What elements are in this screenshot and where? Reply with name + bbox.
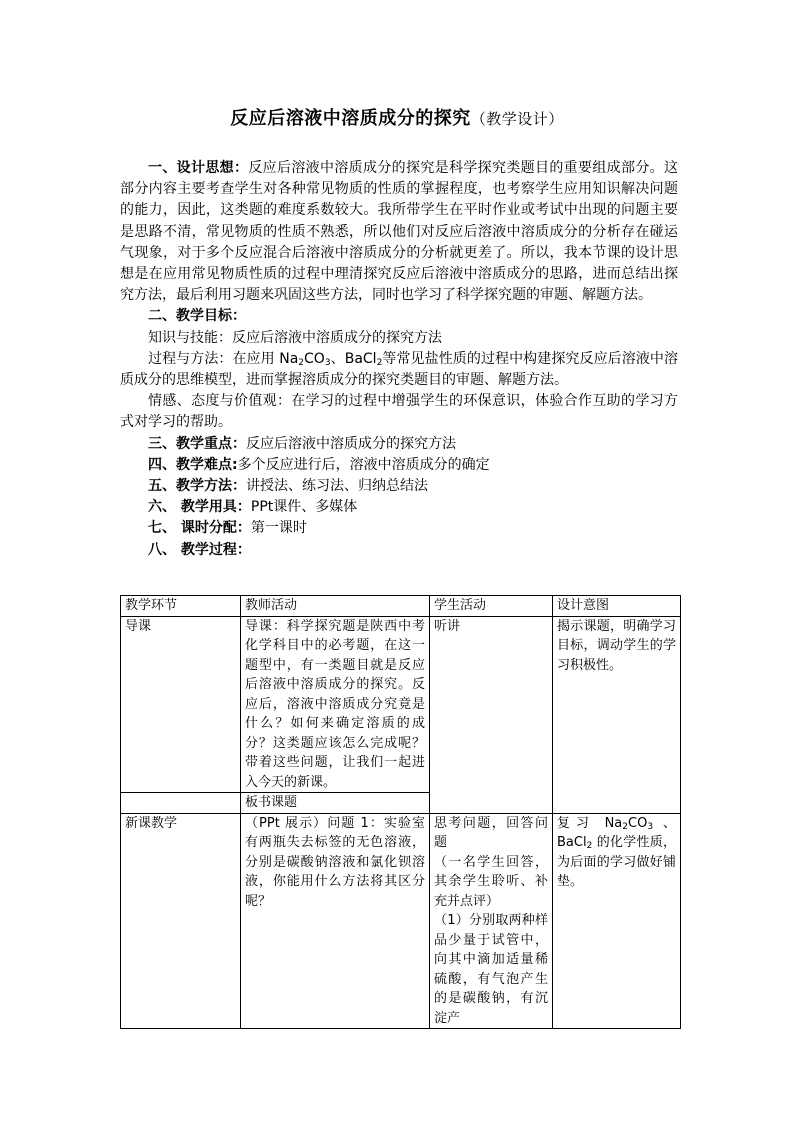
table-header-row [121,596,681,617]
teaching-difficulty: 四、教学难点:多个反应进行后，溶液中溶质成分的确定 [148,456,490,473]
title-main: 反应后溶液中溶质成分的探究 [230,108,471,129]
table-row [121,616,681,793]
cell-stage-empty [121,793,241,814]
cell-intent-new: 复习 $Na_2CO_3$ 、BaCl$_2$ 的化学性质，为后面的学习做好铺垫。 [553,813,681,1029]
cell-teacher-new: （PPt 展示）问题 1：实验室有两瓶失去标签的无色溶液，分别是碳酸钠溶液和氯化钡溶液，你能用什么方法将其区分呢？ [241,813,430,1029]
class-allocation: 七、 课时分配：第一课时 [148,520,307,537]
teaching-process-table [120,595,681,1029]
design-idea-paragraph [120,158,678,306]
teaching-methods: 五、教学方法：讲授法、练习法、归纳总结法 [148,478,428,495]
page-title [0,104,794,130]
cell-intent-intro: 揭示课题，明确学习目标，调动学生的学习积极性。 [553,616,681,813]
header-intent: 设计意图 [553,596,681,617]
title-sub: （教学设计） [470,110,564,128]
table-row [121,813,681,1029]
teaching-tools: 六、 教学用具：PPt课件、多媒体 [148,499,358,516]
cell-student-new: 思考问题，回答问题 （一名学生回答，其余学生聆听、补充并点评） （1）分别取两种样品少量于试管中，向其中滴加适量稀硫酸，有气泡产生的是碳酸钠，有沉淀产 [430,813,553,1029]
teaching-process-heading: 八、 教学过程： [148,541,251,558]
goal-attitude: 情感、态度与价值观：在学习的过程中增强学生的环保意识，体验合作互助的学习方式对学习的帮助。 [120,393,678,431]
header-teacher: 教师活动 [241,596,430,617]
design-idea-heading: 一、设计思想： [148,160,249,176]
cell-teacher-board: 板书课题 [241,793,430,814]
cell-student-intro: 听讲 [430,616,553,813]
cell-stage-intro: 导课 [121,616,241,793]
teaching-focus: 三、教学重点：反应后溶液中溶质成分的探究方法 [148,435,456,452]
goal-knowledge: 知识与技能：反应后溶液中溶质成分的探究方法 [148,329,442,346]
design-idea-text: 反应后溶液中溶质成分的探究是科学探究类题目的重要组成部分。这部分内容主要考查学生对各种常见物质的性质的掌握程度，也考察学生应用知识解决问题的能力，因此，这类题的难度系数较大。我所带学生在平时作业或考试中出现的问题主要是思路不清，常见物质的性质不熟悉，所以他们对反应后溶液中溶质成分的分析存在碰运气现象，对于多个反应混合后溶液中溶质成分的分析就更差了。所以，我本节课的设计思想是在应用常见物质性质的过程中理清探究反应后溶液中溶质成分的思路，进而总结出探究方法，最后利用习题来巩固这些方法，同时也学习了科学探究题的审题、解题方法。 [120,160,679,304]
cell-teacher-intro: 导课：科学探究题是陕西中考化学科目中的必考题，在这一题型中，有一类题目就是反应后溶液中溶质成分的探究。反应后，溶液中溶质成分究竟是什么？如何来确定溶质的成分？这类题应该怎么完成呢？带着这些问题，让我们一起进入今天的新课。 [241,616,430,793]
teaching-goals-heading: 二、教学目标： [148,308,246,325]
document-body [120,158,678,561]
goal-process: 过程与方法：在应用 $Na_2CO_3$、BaCl$_2$等常见盐性质的过程中构建探究反应后溶液中溶质成分的思维模型，进而掌握溶质成分的探究类题目的审题、解题方法。 [120,350,678,389]
header-student: 学生活动 [430,596,553,617]
header-stage: 教学环节 [121,596,241,617]
cell-stage-new: 新课教学 [121,813,241,1029]
